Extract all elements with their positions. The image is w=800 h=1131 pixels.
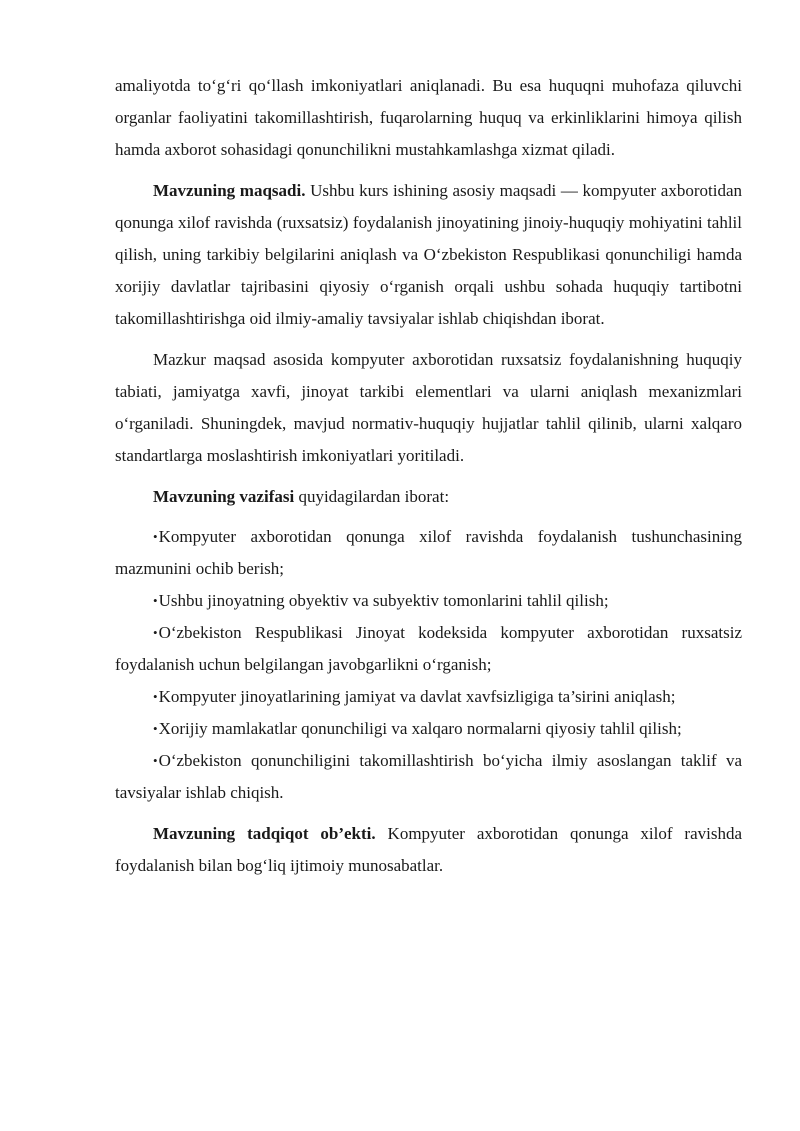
research-object-text: Kompyuter axborotidan qonunga xilof ravishda foydalanish bilan bog‘liq ijtimoiy munosabatlar. [115, 824, 742, 875]
list-item [115, 713, 742, 745]
list-item-text: Kompyuter jinoyatlarining jamiyat va davlat xavfsizligiga ta’sirini aniqlash; [158, 687, 676, 706]
research-object-paragraph [115, 818, 742, 882]
list-item-text: Ushbu jinoyatning obyektiv va subyektiv tomonlarini tahlil qilish; [158, 591, 609, 610]
bullet-icon: • [153, 529, 158, 544]
bullet-icon: • [153, 753, 158, 768]
goal-details-paragraph: Mazkur maqsad asosida kompyuter axborotidan ruxsatsiz foydalanishning huquqiy tabiati, jamiyatga xavfi, jinoyat tarkibi elementlari va ularni aniqlash mexanizmlari o‘rganiladi. Shuningdek, mavjud normativ-huquqiy hujjatlar tahlil qilinib, ularni xalqaro standartlarga moslashtirish imkoniyatlari yoritiladi. [115, 350, 742, 465]
intro-paragraph: amaliyotda to‘g‘ri qo‘llash imkoniyatlari aniqlanadi. Bu esa huquqni muhofaza qiluvchi organlar faoliyatini takomillashtirish, fuqarolarning huquq va erkinliklarini himoya qilish hamda axborot sohasidagi qonunchilikni mustahkamlashga xizmat qiladi. [115, 76, 742, 159]
bullet-icon: • [153, 625, 158, 640]
list-item [115, 585, 742, 617]
document-page [115, 70, 742, 882]
list-item-text: O‘zbekiston Respublikasi Jinoyat kodeksida kompyuter axborotidan ruxsatsiz foydalanish uchun belgilangan javobgarlikni o‘rganish; [115, 623, 742, 674]
goal-heading: Mavzuning maqsadi. [153, 181, 306, 200]
tasks-intro-text: quyidagilardan iborat: [294, 487, 450, 506]
list-item [115, 745, 742, 809]
research-object-heading: Mavzuning tadqiqot ob’ekti. [153, 824, 376, 843]
goal-paragraph [115, 175, 742, 335]
tasks-list [115, 521, 742, 809]
list-item-text: O‘zbekiston qonunchiligini takomillashtirish bo‘yicha ilmiy asoslangan taklif va tavsiyalar ishlab chiqish. [115, 751, 742, 802]
list-item-text: Kompyuter axborotidan qonunga xilof ravishda foydalanish tushunchasining mazmunini ochib berish; [115, 527, 742, 578]
bullet-icon: • [153, 593, 158, 608]
list-item [115, 617, 742, 681]
list-item [115, 681, 742, 713]
list-item [115, 521, 742, 585]
tasks-heading: Mavzuning vazifasi [153, 487, 295, 506]
bullet-icon: • [153, 721, 158, 736]
bullet-icon: • [153, 689, 158, 704]
tasks-intro-paragraph [115, 481, 742, 513]
list-item-text: Xorijiy mamlakatlar qonunchiligi va xalqaro normalarni qiyosiy tahlil qilish; [158, 719, 682, 738]
goal-text: Ushbu kurs ishining asosiy maqsadi — kompyuter axborotidan qonunga xilof ravishda (ruxsatsiz) foydalanish jinoyatining jinoiy-huquqiy mohiyatini tahlil qilish, uning tarkibiy belgilarini aniqlash va O‘zbekiston Respublikasi qonunchiligi hamda xorijiy davlatlar tajribasini qiyosiy o‘rganish orqali ushbu sohada huquqiy tartibotni takomillashtirishga oid ilmiy-amaliy tavsiyalar ishlab chiqishdan iborat. [115, 181, 742, 328]
